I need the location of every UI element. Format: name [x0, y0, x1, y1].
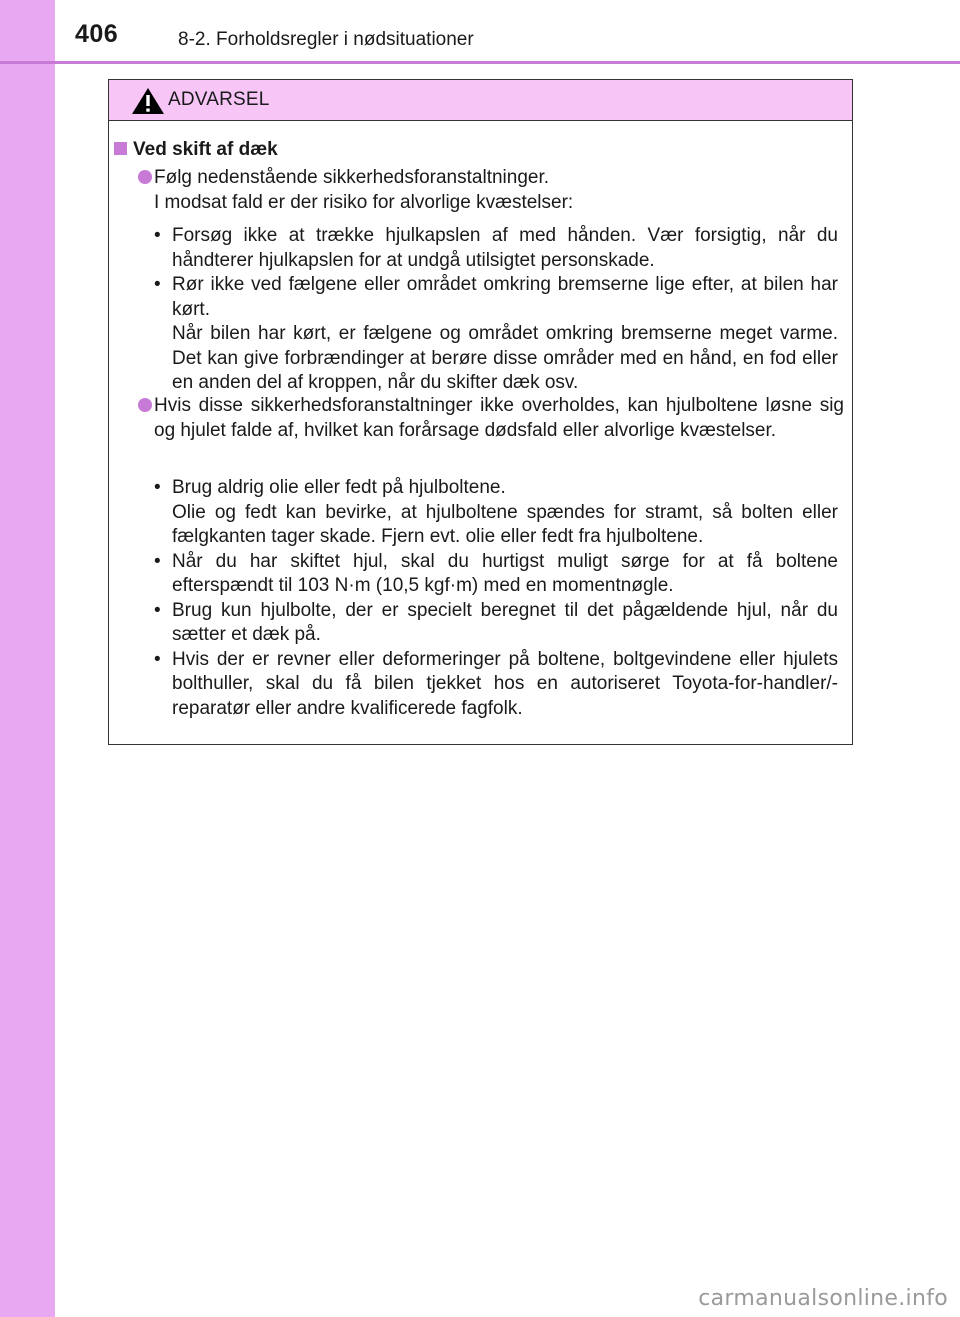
- point-1-bullets: [154, 224, 838, 396]
- list-item: [154, 273, 838, 322]
- point-1-line-2: I modsat fald er der risiko for alvorlige kvæstelser:: [154, 191, 574, 213]
- list-item-text: Brug kun hjulbolte, der er specielt beregnet til det pågældende hjul, når du sætter et dæk på.: [172, 599, 838, 645]
- point-2-text: Hvis disse sikkerhedsforanstaltninger ikke overholdes, kan hjulboltene løsne sig og hjulet falde af, hvilket kan forårsage dødsfald eller alvorlige kvæstelser.: [154, 395, 844, 441]
- side-color-strip: [0, 0, 55, 1317]
- list-item-text: Hvis der er revner eller deformeringer på boltene, boltgevindene eller hjulets bolthuller, skal du få bilen tjekket hos en autoriseret Toyota-for-handler/-reparatør eller andre kvalificerede fagfolk.: [172, 648, 838, 719]
- warning-header: [109, 80, 852, 121]
- point-2-bullets: [154, 476, 838, 721]
- list-item-text: Når du har skiftet hjul, skal du hurtigst muligt sørge for at få boltene efterspændt til 103 N·m (10,5 kgf·m) med en momentnøgle.: [172, 550, 838, 596]
- list-item: [154, 648, 838, 722]
- warning-heading: [114, 139, 278, 161]
- section-title: 8-2. Forholdsregler i nødsituationer: [178, 29, 474, 50]
- bullet-dot: •: [154, 477, 161, 498]
- list-item: [154, 224, 838, 273]
- warning-box: [108, 79, 853, 745]
- warning-triangle-icon: [131, 87, 165, 115]
- square-bullet-icon: [114, 142, 127, 155]
- list-item-text: Olie og fedt kan bevirke, at hjulboltene spændes for stramt, så bolten eller fælgkanten tager skade. Fjern evt. olie eller fedt fra hjulboltene.: [172, 501, 838, 547]
- list-item-continuation: [154, 501, 838, 550]
- list-item-text: Brug aldrig olie eller fedt på hjulboltene.: [172, 477, 506, 498]
- list-item-text: Forsøg ikke at trække hjulkapslen af med hånden. Vær forsigtig, når du håndterer hjulkapslen for at undgå utilsigtet personskade.: [172, 225, 838, 271]
- list-item: [154, 476, 838, 501]
- warning-title: ADVARSEL: [168, 89, 270, 110]
- list-item: [154, 599, 838, 648]
- point-1-text: [154, 166, 844, 215]
- list-item-continuation: [154, 322, 838, 396]
- list-item-text: Når bilen har kørt, er fælgene og området omkring bremserne meget varme. Det kan give forbrændinger at berøre disse områder med en hånd, en fod eller en anden del af kroppen, når du skifter dæk osv.: [172, 323, 838, 393]
- bullet-dot: •: [154, 550, 161, 572]
- bullet-dot: •: [154, 599, 161, 621]
- point-1-line-1: Følg nedenstående sikkerhedsforanstaltninger.: [154, 167, 550, 188]
- bullet-dot: •: [154, 648, 161, 670]
- list-item-text: Rør ikke ved fælgene eller området omkring bremserne lige efter, at bilen har kørt.: [172, 274, 838, 320]
- round-bullet-icon: [138, 170, 152, 184]
- list-item: [154, 550, 838, 599]
- round-bullet-icon: [138, 398, 152, 412]
- warning-heading-text: Ved skift af dæk: [133, 139, 278, 160]
- page-number: 406: [75, 20, 119, 48]
- bullet-dot: •: [154, 274, 161, 295]
- watermark: carmanualsonline.info: [698, 1286, 948, 1311]
- bullet-dot: •: [154, 225, 161, 246]
